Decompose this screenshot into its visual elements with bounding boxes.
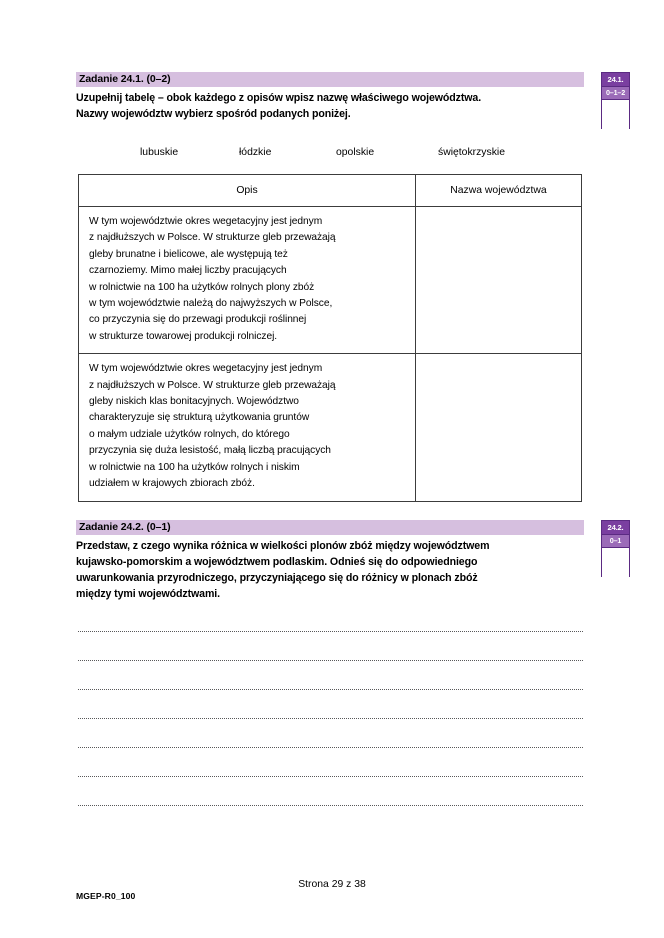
score-box-24-1-blank[interactable]: [602, 99, 629, 129]
description-line: charakteryzuje się strukturą użytkowania gruntów: [89, 412, 310, 424]
task-24-2-instruction-line-1: Przedstaw, z czego wynika różnica w wielkości plonów zbóż między województwem: [76, 540, 490, 552]
answer-line[interactable]: [78, 804, 583, 806]
description-line: co przyczynia się do przewagi produkcji roślinnej: [89, 314, 307, 326]
task-24-1-instruction-line-2: Nazwy województw wybierz spośród podanych poniżej.: [76, 108, 351, 120]
score-box-24-2: [601, 520, 630, 577]
score-box-24-2-points: 0–1: [602, 534, 629, 547]
table-header-cell-nazwa: [416, 175, 581, 206]
answer-cell-1[interactable]: [416, 207, 581, 353]
table-header-nazwa-label: Nazwa województwa: [450, 184, 547, 196]
description-line: czarnoziemy. Mimo małej liczby pracujących: [89, 265, 287, 277]
description-line: gleby niskich klas bonitacyjnych. Województwo: [89, 396, 299, 408]
table-header-opis-label: Opis: [236, 184, 258, 196]
description-cell-2: [79, 354, 416, 500]
provinces-table: [78, 174, 582, 502]
task-24-2-title: Zadanie 24.2. (0–1): [79, 521, 171, 533]
description-line: W tym województwie okres wegetacyjny jest jednym: [89, 363, 323, 375]
task-24-2-instruction-line-3: uwarunkowania przyrodniczego, przyczyniającego się do różnicy w plonach zbóż: [76, 572, 478, 584]
option-swietokrzyskie: świętokrzyskie: [438, 147, 505, 158]
table-header-cell-opis: [79, 175, 416, 206]
description-line: w tym województwie należą do najwyższych w Polsce,: [89, 298, 333, 310]
answer-line[interactable]: [78, 688, 583, 690]
province-options-row: [76, 145, 584, 161]
description-line: udziałem w krajowych zbiorach zbóż.: [89, 478, 255, 490]
task-24-2-instruction-line-4: między tymi województwami.: [76, 588, 220, 600]
task-24-2-band: [76, 520, 584, 535]
task-24-2-instruction-line-2: kujawsko-pomorskim a województwem podlaskim. Odnieś się do odpowiedniego: [76, 556, 478, 568]
description-line: z najdłuższych w Polsce. W strukturze gleb przeważają: [89, 379, 336, 391]
score-box-24-1: [601, 72, 630, 129]
description-line: gleby brunatne i bielicowe, ale występują też: [89, 248, 288, 260]
option-lubuskie: lubuskie: [140, 147, 179, 158]
task-24-1-instruction-line-1: Uzupełnij tabelę – obok każdego z opisów wpisz nazwę właściwego województwa.: [76, 92, 482, 104]
task-24-1-band: [76, 72, 584, 87]
task-24-1-title: Zadanie 24.1. (0–2): [79, 73, 171, 85]
option-lodzkie: łódzkie: [239, 147, 272, 158]
description-line: w rolnictwie na 100 ha użytków rolnych plony zbóż: [89, 281, 315, 293]
answer-cell-2[interactable]: [416, 354, 581, 500]
description-line: w strukturze towarowej produkcji rolniczej.: [89, 330, 278, 342]
score-box-24-1-id: 24.1.: [602, 73, 629, 86]
answer-line[interactable]: [78, 717, 583, 719]
description-line: o małym udziale użytków rolnych, do którego: [89, 428, 290, 440]
score-box-24-2-blank[interactable]: [602, 547, 629, 577]
score-box-24-1-points: 0–1–2: [602, 86, 629, 99]
answer-line[interactable]: [78, 775, 583, 777]
description-line: w rolnictwie na 100 ha użytków rolnych i niskim: [89, 461, 300, 473]
description-cell-1: [79, 207, 416, 353]
table-row: [79, 206, 581, 353]
description-line: W tym województwie okres wegetacyjny jest jednym: [89, 216, 323, 227]
table-header-row: [79, 175, 581, 206]
footer-page-number: Strona 29 z 38: [298, 879, 366, 890]
description-line: przyczynia się duża lesistość, małą liczbą pracujących: [89, 445, 331, 457]
answer-line[interactable]: [78, 659, 583, 661]
footer-sheet-code: MGEP-R0_100: [76, 891, 136, 901]
answer-line[interactable]: [78, 630, 583, 632]
description-line: z najdłuższych w Polsce. W strukturze gleb przeważają: [89, 232, 336, 244]
score-box-24-2-id: 24.2.: [602, 521, 629, 534]
table-row: [79, 353, 581, 500]
option-opolskie: opolskie: [336, 147, 375, 158]
answer-line[interactable]: [78, 746, 583, 748]
